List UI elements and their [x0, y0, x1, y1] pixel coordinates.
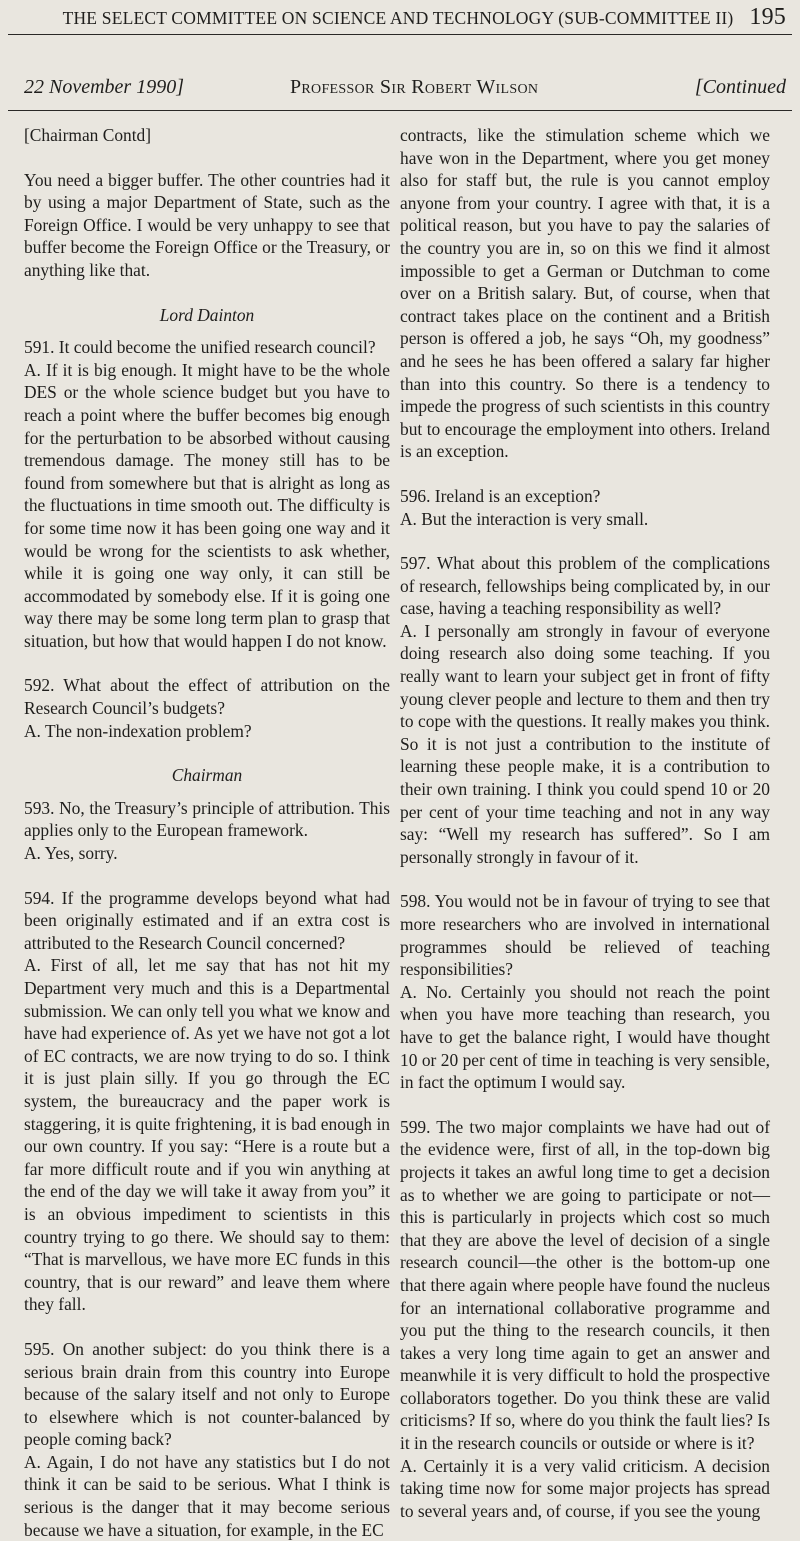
answer-594: A. First of all, let me say that has not hit my Department very much and this is a Departmental submission. We can only tell you what we know and have had experience of. As yet we have not got a lot of EC contracts, we are now trying to do so. I think it is just plain silly. If you go through the EC system, the bureaucracy and the paper work is staggering, it is quite frightening, it is bad enough in our own country. If you say: “Here is a route but a far more difficult route and if you win anything at the end of the day we will take it away from you” it is an obvious impediment to scientists in this country trying to go there. We should say to them: “That is marvellous, we have more EC funds in this country, that is our reward” and leave them where they fall. — [24, 955, 390, 1315]
spacer — [400, 1094, 770, 1116]
spacer — [24, 865, 390, 887]
continued-label: [Continued — [694, 76, 786, 98]
question-593: 593. No, the Treasury’s principle of attribution. This applies only to the European framework. — [24, 797, 390, 841]
spacer — [400, 868, 770, 890]
spacer — [24, 1316, 390, 1338]
page-number: 195 — [749, 4, 786, 30]
question-591: 591. It could become the unified research council? — [24, 337, 376, 358]
question-598: 598. You would not be in favour of trying to see that more researchers who are involved in international programmes should be relieved of teaching responsibilities? — [400, 891, 770, 980]
right-column — [400, 124, 770, 1522]
session-date: 22 November 1990] — [24, 76, 184, 98]
answer-596: A. But the interaction is very small. — [400, 508, 649, 529]
spacer — [24, 787, 390, 797]
paragraph: You need a bigger buffer. The other countries had it by using a major Department of State, such as the Foreign Office. I would be very unhappy to see that buffer become the Foreign Office or the Treasury, or anything like that. — [24, 169, 390, 280]
question-599: 599. The two major complaints we have had out of the evidence were, first of all, in the top-down big projects it takes an awful long time to get a decision as to whether we are going to participate or not—this is particularly in projects which cost so much that they are above the level of decision of a single research council—the other is the bottom-up one that there again where people have found the nucleus for an international collaborative programme and you put the thing to the research councils, it then takes a very long time again to get an answer and meanwhile it is very difficult to hold the prospective collaborators together. Do you think these are valid criticisms? If so, where do you think the fault lies? Is it in the research councils or outside or where is it? — [400, 1116, 770, 1454]
spacer — [24, 326, 390, 336]
speaker-heading: Lord Dainton — [159, 304, 255, 325]
left-column — [24, 124, 390, 1541]
running-title: THE SELECT COMMITTEE ON SCIENCE AND TECHNOLOGY (SUB-COMMITTEE II) — [62, 8, 734, 28]
question-597: 597. What about this problem of the complications of research, fellowships being complicated by, in our case, having a teaching responsibility as well? — [400, 553, 770, 619]
spacer — [400, 530, 770, 552]
spacer — [24, 147, 390, 169]
running-head — [10, 4, 786, 30]
answer-593: A. Yes, sorry. — [24, 843, 118, 864]
header-rule-bottom — [8, 110, 792, 111]
question-592: 592. What about the effect of attribution on the Research Council’s budgets? — [24, 675, 390, 719]
answer-598: A. No. Certainly you should not reach the point when you have more teaching than research, you have to get the balance right, I would have thought 10 or 20 per cent of time in teaching is very sensible, in fact the optimum I would say. — [400, 981, 770, 1093]
answer-592: A. The non-indexation problem? — [24, 720, 252, 741]
question-594: 594. If the programme develops beyond what had been originally estimated and if an extra cost is attributed to the Research Council concerned? — [24, 887, 390, 953]
answer-595: A. Again, I do not have any statistics but I do not think it can be said to be serious. What I think is serious is the danger that it may become serious because we have a situation, for example, in the EC — [24, 1451, 390, 1540]
spacer — [24, 652, 390, 674]
paragraph-continued: contracts, like the stimulation scheme which we have won in the Department, where you get money also for staff but, the rule is you cannot employ anyone from your country. I agree with that, it is a political reason, but you have to pay the salaries of the country you are in, so on this we find it almost impossible to get a German or Dutchman to come over on a British salary. But, of course, when that contract takes place on the continent and a British person is offered a job, he says “Oh, my goodness” and he sees he has been offered a salary far higher than into this country. So there is a tendency to impede the progress of such scientists in this country but to encourage the employment into others. Ireland is an exception. — [400, 125, 770, 462]
speaker-heading: Chairman — [171, 765, 243, 786]
answer-599: A. Certainly it is a very valid criticism. A decision taking time now for some major projects has spread to several years and, of course, if you see the young — [400, 1455, 770, 1521]
spacer — [24, 282, 390, 304]
header-rule-top — [8, 34, 792, 35]
spacer — [24, 742, 390, 764]
answer-597: A. I personally am strongly in favour of everyone doing research also doing some teaching. If you really want to learn your subject get in front of fifty young clever people and lecture to them and then try to cope with the questions. It really makes you think. So it is not just a contribution to the institute of learning these people make, it is a contribution to their own training. I think you could spend 10 or 20 per cent of your time teaching and not in any way say: “Well my research has suffered”. So I am personally strongly in favour of it. — [400, 620, 770, 867]
spacer — [400, 463, 770, 485]
chairman-contd-label: [Chairman Contd] — [24, 125, 152, 145]
witness-name: Professor Sir Robert Wilson — [290, 76, 539, 98]
subheader — [24, 76, 786, 106]
question-595: 595. On another subject: do you think there is a serious brain drain from this country into Europe because of the salary itself and not only to Europe to elsewhere which is not counter-balanced by people coming back? — [24, 1338, 390, 1450]
question-596: 596. Ireland is an exception? — [400, 485, 601, 506]
answer-591: A. If it is big enough. It might have to be the whole DES or the whole science budget but you have to reach a point where the buffer becomes big enough for the perturbation to be absorbed without causing tremendous damage. The money still has to be found from somewhere but that is alright as long as the fluctuations in time smooth out. The difficulty is for some time now it has been going one way and it would be wrong for the scientists to ask whether, while it is going one way only, it can still be accommodated by somebody else. If it is going one way there may be some long term plan to grasp that situation, but how that would happen I do not know. — [24, 359, 390, 651]
